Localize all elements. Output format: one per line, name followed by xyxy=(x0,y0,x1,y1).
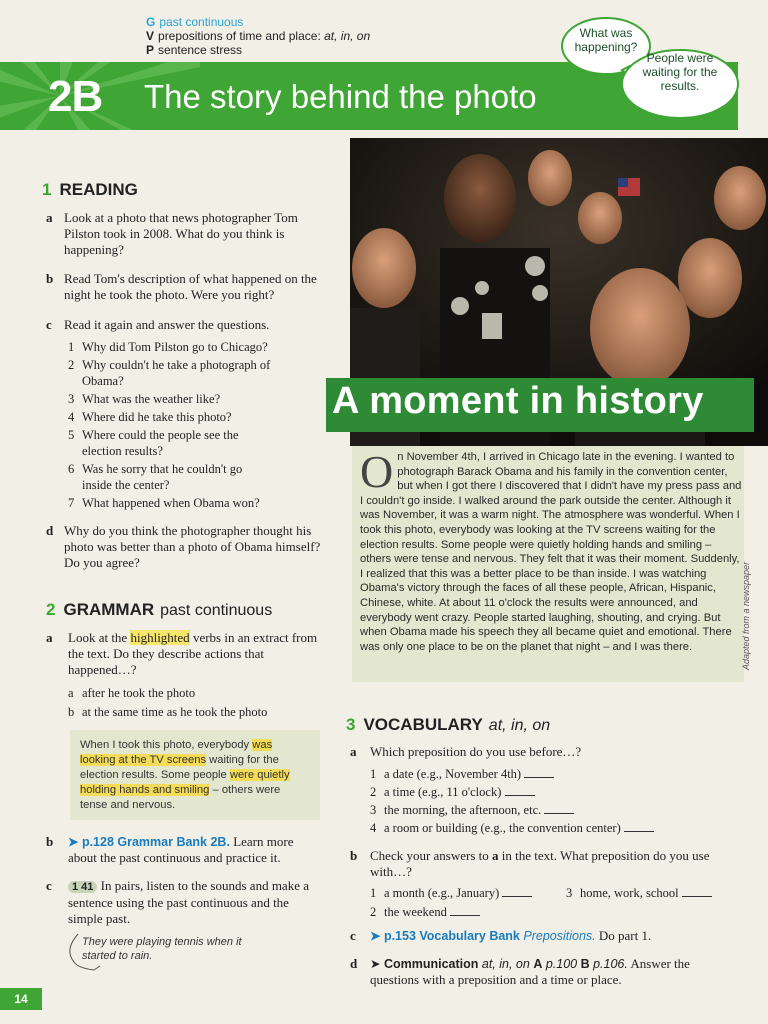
reading-b-text: Read Tom's description of what happened on the night he took the photo. Were you right? xyxy=(64,271,317,302)
vocabulary-bank-link[interactable]: ➤ p.153 Vocabulary Bank Prepositions. xyxy=(370,929,596,943)
drop-cap: O xyxy=(360,446,394,497)
grammar-heading: 2 GRAMMAR past continuous xyxy=(46,600,273,619)
vocab-a-items xyxy=(370,766,730,836)
list-item: 1 a month (e.g., January) xyxy=(370,885,560,901)
vocab-c-text: ➤ p.153 Vocabulary Bank Prepositions. Do part 1. xyxy=(370,928,652,943)
list-item: 3 the morning, the afternoon, etc. xyxy=(370,802,730,818)
list-item: 2 a time (e.g., 11 o'clock) xyxy=(370,784,730,800)
reading-c-text: Read it again and answer the questions. xyxy=(64,317,270,332)
list-item: 4 Where did he take this photo? xyxy=(68,410,232,424)
source-credit: Adapted from a newspaper xyxy=(741,561,751,670)
grammar-b-letter: b xyxy=(46,834,54,849)
page-number: 14 xyxy=(0,988,42,1010)
grammar-a-options xyxy=(68,685,267,720)
list-item: 5 Where could the people see the election results? xyxy=(68,428,239,458)
list-item: 6 Was he sorry that he couldn't go inside the center? xyxy=(68,462,243,492)
bubble-answer: People were waiting for the results. xyxy=(642,51,718,93)
communication-link[interactable]: ➤ Communication xyxy=(370,957,479,971)
list-item: 7 What happened when Obama won? xyxy=(68,496,260,510)
answer-blank[interactable] xyxy=(502,887,532,897)
list-item: b at the same time as he took the photo xyxy=(68,705,268,719)
list-item: 3 home, work, school xyxy=(566,885,736,901)
answer-blank[interactable] xyxy=(450,906,480,916)
vocab-d-text: ➤ Communication at, in, on A p.100 B p.106. Answer the questions with a preposition and a time or place. xyxy=(370,956,690,987)
vocab-c-letter: c xyxy=(350,928,356,943)
unit-focus-list: G past continuous V prepositions of time and place: at, in, on P sentence stress xyxy=(146,15,371,57)
grammar-c-text: 1 41 In pairs, listen to the sounds and make a sentence using the past continuous and the simple past. xyxy=(68,878,309,926)
vocab-a-text: Which preposition do you use before…? xyxy=(370,744,582,759)
answer-blank[interactable] xyxy=(524,768,554,778)
grammar-a-letter: a xyxy=(46,630,53,645)
bubble-question: What was happening? xyxy=(574,26,638,54)
list-item: 3 What was the weather like? xyxy=(68,392,221,406)
vocab-a-letter: a xyxy=(350,744,357,759)
grammar-b-text: ➤ p.128 Grammar Bank 2B. Learn more about the past continuous and practice it. xyxy=(68,834,294,865)
reading-b-letter: b xyxy=(46,271,54,286)
example-sentence: They were playing tennis when it started to rain. xyxy=(82,936,242,962)
unit-number: 2B xyxy=(48,72,103,121)
list-item: 4 a room or building (e.g., the convention center) xyxy=(370,820,730,836)
reading-a-letter: a xyxy=(46,210,53,225)
list-item: 2 Why couldn't he take a photograph of Obama? xyxy=(68,358,271,388)
vocab-b-letter: b xyxy=(350,848,358,863)
grammar-bank-link[interactable]: ➤ p.128 Grammar Bank 2B. xyxy=(68,835,230,849)
grammar-a-text: Look at the highlighted verbs in an extract from the text. Do they describe actions that happened…? xyxy=(68,630,318,677)
answer-blank[interactable] xyxy=(624,822,654,832)
reading-c-letter: c xyxy=(46,317,52,332)
list-item: 1 a date (e.g., November 4th) xyxy=(370,766,730,782)
reading-a-text: Look at a photo that news photographer Tom Pilston took in 2008. What do you think is happening? xyxy=(64,210,298,257)
reading-heading: 1 READING xyxy=(42,180,138,199)
unit-title: The story behind the photo xyxy=(144,78,537,115)
reading-d-text: Why do you think the photographer thought his photo was better than a photo of Obama himself? Do you agree? xyxy=(64,523,321,570)
answer-blank[interactable] xyxy=(682,887,712,897)
answer-blank[interactable] xyxy=(505,786,535,796)
vocab-b-text: Check your answers to a in the text. What preposition do you use with…? xyxy=(370,848,710,879)
list-item: 1 Why did Tom Pilston go to Chicago? xyxy=(68,340,268,354)
answer-blank[interactable] xyxy=(544,804,574,814)
article-body: On November 4th, I arrived in Chicago late in the evening. I wanted to photograph Barack Obama and his family in the convention center, but when I got there I discovered that I didn't have my press pass and I couldn't go inside. I walked around the park outside the center. Although it was November, it was a warm night. The atmosphere was wonderful. When I took this photo, everybody was looking at the TV screens waiting for the election results. Some people were quietly holding hands and smiling – others were tense and nervous. They felt that it was their moment. Suddenly, I realized that this was a better place to be than inside. I was watching Obama's victory through the faces of all these people, African, Hispanic, Chinese, white. At about 11 o'clock the results were announced, and everybody went crazy. People started laughing, shouting, and crying. But when Obama made his speech they all became quiet and emotional. There was only one place to be on the planet that night – and I was there. xyxy=(360,446,742,653)
grammar-c-letter: c xyxy=(46,878,52,893)
list-item: a after he took the photo xyxy=(68,686,196,700)
audio-track-icon[interactable]: 1 41 xyxy=(68,881,97,893)
grammar-extract-box: When I took this photo, everybody was looking at the TV screens waiting for the election results. Some people were quietly holding hands and smiling – others were tense and nervous. xyxy=(70,730,320,820)
reading-questions-list xyxy=(68,339,298,511)
article-headline: A moment in history xyxy=(332,380,704,422)
vocabulary-heading: 3 VOCABULARY at, in, on xyxy=(346,715,551,734)
vocab-d-letter: d xyxy=(350,956,358,971)
list-item: 2 the weekend xyxy=(370,904,560,920)
reading-d-letter: d xyxy=(46,523,54,538)
